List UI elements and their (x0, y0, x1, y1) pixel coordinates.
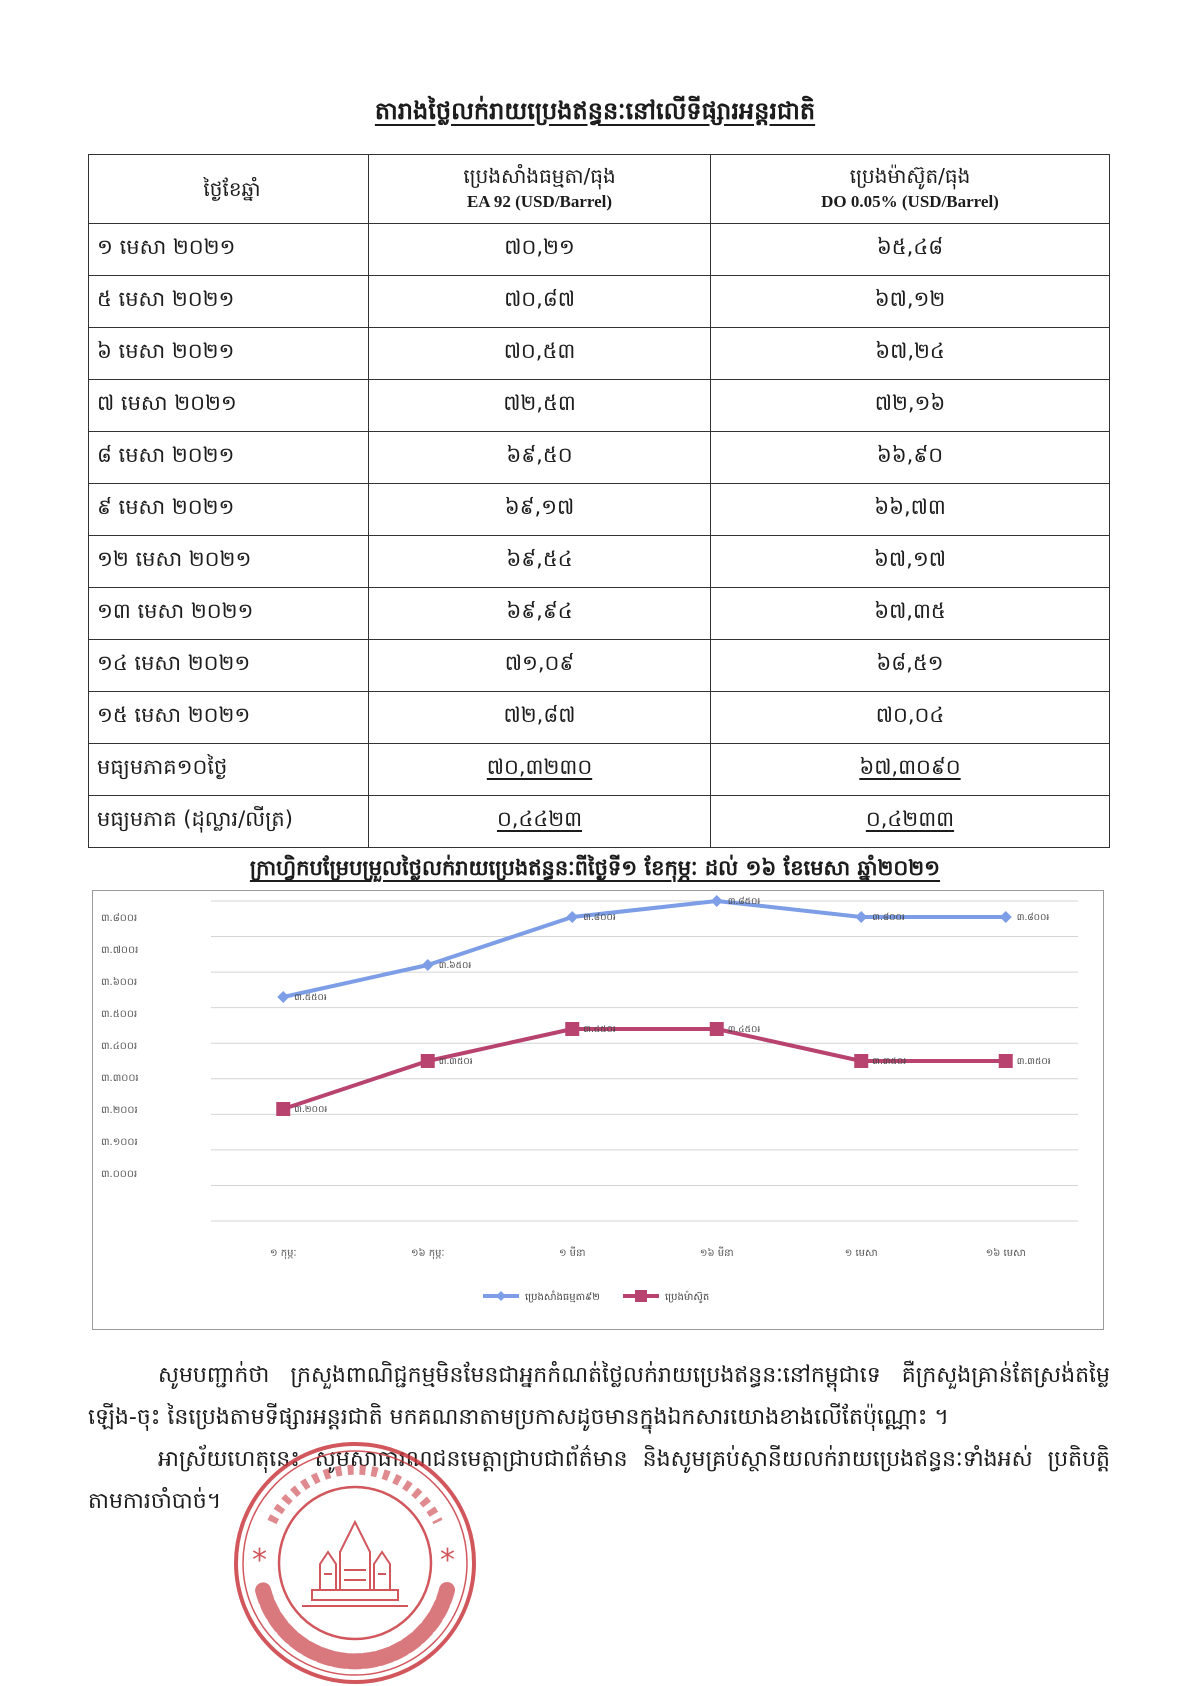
chart-data-label: ៣.៣៥០៛ (872, 1057, 907, 1067)
chart-point-marker (421, 1054, 435, 1068)
table-row (89, 588, 1110, 640)
chart-data-label: ៣.២០០៛ (294, 1105, 328, 1115)
stamp-middle-ring (243, 1451, 467, 1675)
table-row (89, 276, 1110, 328)
row-diesel-price: ៦៦,៩០ (711, 432, 1110, 484)
chart-series-line (283, 1029, 1006, 1109)
row-date: ៥ មេសា ២០២១ (89, 276, 369, 328)
chart-y-tick-label: ៣.៧០០៛ (101, 945, 139, 956)
row-gasoline-price: ៦៩,៥០ (369, 432, 711, 484)
chart-x-tick-label: ១៦ កុម្ភៈ (410, 1248, 445, 1259)
average-10-days-diesel-cell (711, 744, 1110, 796)
header-gasoline-unit: EA 92 (USD/Barrel) (466, 192, 613, 211)
chart-y-tick-label: ៣.០០០៛ (101, 1169, 138, 1180)
chart-x-tick-label: ១ កុម្ភៈ (270, 1248, 297, 1259)
row-gasoline-price: ៦៩,១៧ (369, 484, 711, 536)
chart-y-tick-label: ៣.១០០៛ (101, 1137, 138, 1148)
average-per-liter-label: មធ្យមភាគ (ដុល្លារ/លីត្រ) (89, 796, 369, 848)
row-diesel-price: ៦៧,២៤ (711, 328, 1110, 380)
chart-point-marker (277, 991, 289, 1003)
table-row (89, 484, 1110, 536)
chart-x-tick-label: ១ មេសា (844, 1248, 878, 1259)
chart-legend-marker (635, 1290, 647, 1302)
ministry-seal-stamp (232, 1440, 478, 1686)
chart-x-tick-label: ១៦ មីនា (699, 1248, 734, 1259)
chart-point-marker (566, 911, 578, 923)
chart-y-tick-label: ៣.៦០០៛ (101, 977, 138, 988)
notice-paragraph: សូមបញ្ជាក់ថា ក្រសួងពាណិជ្ជកម្មមិនមែនជាអ្នកកំណត់ថ្លៃលក់រាយប្រេងឥន្ធនៈនៅកម្ពុជាទេ គឺក្រសួងគ្រាន់តែស្រង់តម្លៃឡើង-ចុះ នៃប្រេងតាមទីផ្សារអន្តរជាតិ មកគណនាតាមប្រកាសដូចមានក្នុងឯកសារយោងខាងលើតែប៉ុណ្ណោះ ។ (88, 1363, 1110, 1430)
table-row (89, 328, 1110, 380)
page-title: តារាងថ្លៃលក់រាយប្រេងឥន្ធនៈនៅលើទីផ្សារអន្តរជាតិ (374, 97, 816, 125)
row-gasoline-price: ៧០,៨៧ (369, 276, 711, 328)
header-gasoline-label: ប្រេងសាំងធម្មតា/ធុង (463, 164, 616, 188)
stamp-star-icon: * (440, 1543, 455, 1578)
row-gasoline-price: ៧១,០៩ (369, 640, 711, 692)
chart-x-tick-label: ១ មីនា (558, 1248, 586, 1259)
row-gasoline-price: ៧០,២១ (369, 224, 711, 276)
row-date: ១ មេសា ២០២១ (89, 224, 369, 276)
table-row (89, 640, 1110, 692)
chart-point-marker (422, 959, 434, 971)
chart-legend-marker (496, 1291, 506, 1301)
chart-point-marker (855, 911, 867, 923)
table-row (89, 432, 1110, 484)
chart-y-tick-label: ៣.៨០០៛ (101, 913, 138, 924)
row-date: ៦ មេសា ២០២១ (89, 328, 369, 380)
average-per-liter-row (89, 796, 1110, 848)
row-diesel-price: ៦៧,១៧ (711, 536, 1110, 588)
header-gasoline (369, 155, 711, 224)
header-diesel (711, 155, 1110, 224)
table-row (89, 692, 1110, 744)
header-date: ថ្ងៃខែឆ្នាំ (89, 155, 369, 224)
stamp-inner-ring (279, 1487, 431, 1639)
average-10-days-diesel: ៦៧,៣០៩០ (859, 755, 961, 779)
chart-y-tick-label: ៣.២០០៛ (101, 1105, 138, 1116)
table-row (89, 224, 1110, 276)
chart-y-tick-label: ៣.៥០០៛ (101, 1009, 138, 1020)
average-10-days-label: មធ្យមភាគ១០ថ្ងៃ (89, 744, 369, 796)
chart-canvas (93, 891, 1103, 1329)
chart-point-marker (565, 1022, 579, 1036)
row-diesel-price: ៦៨,៥១ (711, 640, 1110, 692)
row-diesel-price: ៦៧,១២ (711, 276, 1110, 328)
table-header-row (89, 155, 1110, 224)
chart-point-marker (854, 1054, 868, 1068)
row-date: ៨ មេសា ២០២១ (89, 432, 369, 484)
row-date: ៧ មេសា ២០២១ (89, 380, 369, 432)
chart-data-label: ៣.៣៥០៛ (1016, 1057, 1051, 1067)
chart-legend-label: ប្រេងម៉ាស៊ូត (665, 1292, 710, 1303)
average-per-liter-diesel-cell (711, 796, 1110, 848)
chart-y-tick-label: ៣.៤០០៛ (101, 1041, 138, 1052)
average-10-days-gasoline: ៧០,៣២៣០ (486, 755, 593, 779)
table-row (89, 536, 1110, 588)
row-date: ១៥ មេសា ២០២១ (89, 692, 369, 744)
stamp-star-icon: * (252, 1543, 267, 1578)
chart-data-label: ៣.៤៥០៛ (727, 1025, 761, 1035)
chart-legend-label: ប្រេងសាំងធម្មតា៩២ (525, 1292, 600, 1303)
chart-data-label: ៣.៤៥០៛ (583, 1025, 616, 1035)
angkor-temple-icon (302, 1522, 408, 1606)
row-diesel-price: ៦៦,៧៣ (711, 484, 1110, 536)
stamp-outer-ring (236, 1444, 474, 1682)
row-date: ១៤ មេសា ២០២១ (89, 640, 369, 692)
chart-data-label: ៣.៨០០៛ (1016, 913, 1050, 923)
row-diesel-price: ៦៧,៣៥ (711, 588, 1110, 640)
price-table (88, 154, 1110, 848)
chart-title: ក្រាហ្វិកបម្រែបម្រួលថ្លៃលក់រាយប្រេងឥន្ធនៈពីថ្ងៃទី១ ខែកុម្ភៈ ដល់ ១៦ ខែមេសា ឆ្នាំ២០២១ (249, 856, 941, 880)
chart-point-marker (276, 1102, 290, 1116)
average-10-days-row (89, 744, 1110, 796)
row-gasoline-price: ៧២,៨៧ (369, 692, 711, 744)
chart-data-label: ៣.៨០០៛ (872, 913, 905, 923)
chart-point-marker (711, 895, 723, 907)
chart-data-label: ៣.៨៥០៛ (727, 897, 761, 907)
row-date: ១២ មេសា ២០២១ (89, 536, 369, 588)
chart-data-label: ៣.៨០០៛ (583, 913, 616, 923)
chart-data-label: ៣.៦៥០៛ (438, 961, 472, 971)
chart-x-tick-label: ១៦ មេសា (985, 1248, 1026, 1259)
chart-point-marker (1000, 911, 1012, 923)
row-gasoline-price: ៧០,៥៣ (369, 328, 711, 380)
average-per-liter-gasoline: ០,៤៤២៣ (496, 807, 583, 831)
price-trend-chart (92, 890, 1104, 1330)
row-date: ១៣ មេសា ២០២១ (89, 588, 369, 640)
average-per-liter-gasoline-cell (369, 796, 711, 848)
chart-data-label: ៣.៥៥០៛ (294, 993, 327, 1003)
instruction-paragraph: អាស្រ័យហេតុនេះ សូមសាធារណជនមេត្តាជ្រាបជាព័ត៌មាន និងសូមគ្រប់ស្ថានីយលក់រាយប្រេងឥន្ធនៈទាំងអស់ ប្រតិបត្តិតាមការចាំបាច់។ (88, 1447, 1110, 1514)
table-row (89, 380, 1110, 432)
chart-data-label: ៣.៣៥០៛ (438, 1057, 473, 1067)
row-diesel-price: ៧២,១៦ (711, 380, 1110, 432)
chart-point-marker (999, 1054, 1013, 1068)
row-diesel-price: ៦៥,៤៨ (711, 224, 1110, 276)
row-diesel-price: ៧០,០៤ (711, 692, 1110, 744)
chart-point-marker (710, 1022, 724, 1036)
row-date: ៩ មេសា ២០២១ (89, 484, 369, 536)
header-diesel-unit: DO 0.05% (USD/Barrel) (821, 192, 999, 211)
row-gasoline-price: ៧២,៥៣ (369, 380, 711, 432)
row-gasoline-price: ៦៩,៩៤ (369, 588, 711, 640)
average-per-liter-diesel: ០,៤២៣៣ (865, 807, 955, 831)
row-gasoline-price: ៦៩,៥៤ (369, 536, 711, 588)
average-10-days-gasoline-cell (369, 744, 711, 796)
chart-y-tick-label: ៣.៣០០៛ (101, 1073, 139, 1084)
header-diesel-label: ប្រេងម៉ាស៊ូត/ធុង (849, 164, 971, 188)
